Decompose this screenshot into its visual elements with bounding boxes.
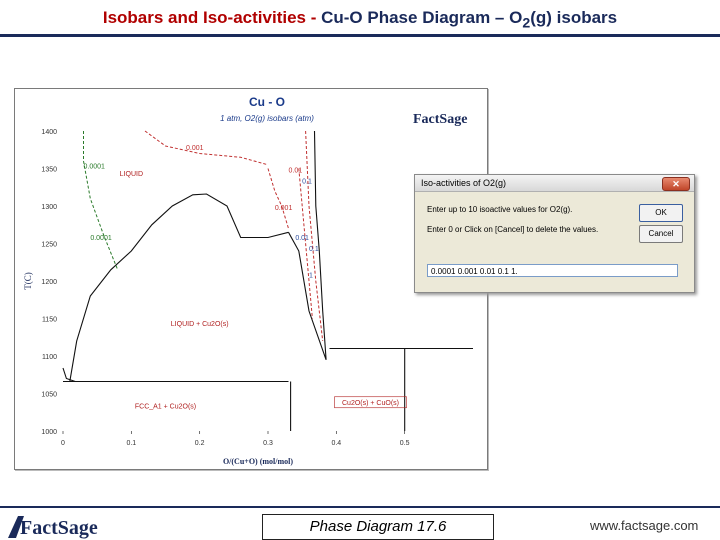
x-tick-label: 0.3 xyxy=(263,440,273,447)
footer-divider xyxy=(0,506,720,508)
iso-activities-dialog xyxy=(414,174,695,293)
y-axis-label: T(C) xyxy=(23,272,33,290)
title-sub-b: (g) isobars xyxy=(530,8,618,27)
x-tick-label: 0.5 xyxy=(399,440,410,447)
dialog-instruction-2: Enter 0 or Click on [Cancel] to delete the values. xyxy=(427,225,599,234)
x-axis-label: O/(Cu+O) (mol/mol) xyxy=(222,457,294,466)
isobar-label: 0.1 xyxy=(302,178,312,186)
region-label: FCC_A1 + Cu2O(s) xyxy=(134,403,197,411)
region-label: LIQUID + Cu2O(s) xyxy=(170,321,229,328)
title-sub-a: Cu-O Phase Diagram – O xyxy=(321,8,523,27)
region-label: Cu2O(s) + CuO(s) xyxy=(342,399,399,407)
isobar-label: 0.001 xyxy=(186,144,204,152)
chart-title: Cu - O xyxy=(249,95,285,109)
isobar-label: 0.01 xyxy=(288,167,303,175)
region-label: LIQUID xyxy=(119,171,144,178)
isobar-label: 0.001 xyxy=(274,204,293,212)
y-tick-label: 1250 xyxy=(41,241,57,249)
y-tick-label: 1000 xyxy=(41,429,57,436)
y-tick-label: 1350 xyxy=(41,166,57,174)
isobar-label: 1 xyxy=(309,272,313,280)
isobar-label: 0.1 xyxy=(309,246,319,253)
iso-values-input[interactable]: 0.0001 0.001 0.01 0.1 1. xyxy=(427,264,678,277)
chart-logo: FactSage xyxy=(413,112,468,127)
y-tick-label: 1200 xyxy=(41,279,57,286)
title-subscript: 2 xyxy=(522,15,531,32)
close-icon[interactable]: ✕ xyxy=(662,177,690,191)
y-tick-label: 1150 xyxy=(41,316,57,324)
isobar-label: 0.01 xyxy=(295,234,309,242)
ok-button[interactable]: OK xyxy=(639,204,683,222)
dialog-instruction-1: Enter up to 10 isoactive values for O2(g). xyxy=(427,205,573,214)
slide-title xyxy=(0,8,720,31)
title-divider xyxy=(0,34,720,37)
title-sub xyxy=(321,8,618,32)
x-tick-label: 0.4 xyxy=(331,440,342,447)
y-tick-label: 1100 xyxy=(41,354,57,361)
footer-url: www.factsage.com xyxy=(590,518,699,533)
x-tick-label: 0.2 xyxy=(194,440,205,447)
x-tick-label: 0 xyxy=(61,440,65,447)
footer-slide-label: Phase Diagram 17.6 xyxy=(262,514,494,540)
isobar-label: 0.0001 xyxy=(90,234,112,242)
x-tick-label: 0.1 xyxy=(126,440,137,447)
factsage-logo xyxy=(6,512,106,540)
isobar-label: 0.0001 xyxy=(83,163,105,171)
dialog-title: Iso-activities of O2(g) xyxy=(421,178,507,188)
title-main: Isobars and Iso-activities - xyxy=(102,8,317,27)
chart-subtitle: 1 atm, O2(g) isobars (atm) xyxy=(220,114,314,123)
logo-text: FactSage xyxy=(20,517,98,539)
cancel-button[interactable]: Cancel xyxy=(639,225,683,243)
y-tick-label: 1050 xyxy=(41,391,57,399)
y-tick-label: 1300 xyxy=(41,204,57,211)
y-tick-label: 1400 xyxy=(41,129,57,136)
dialog-titlebar xyxy=(415,175,694,192)
